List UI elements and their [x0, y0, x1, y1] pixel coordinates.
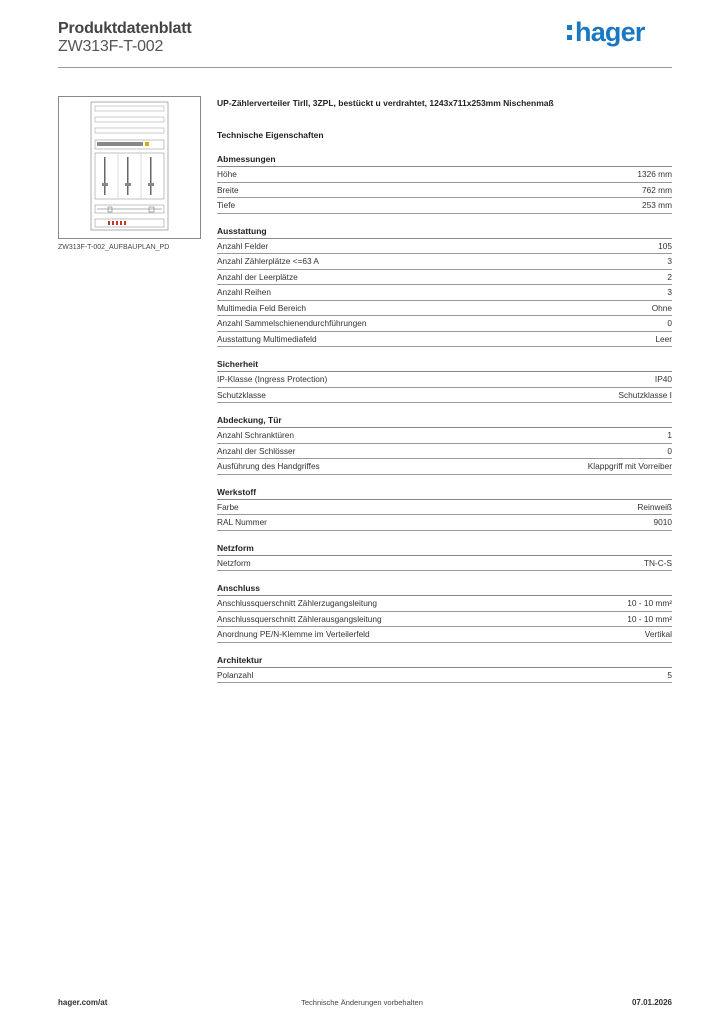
- spec-row: [217, 167, 672, 183]
- spec-section: [217, 413, 672, 475]
- spec-value: 10 - 10 mm²: [627, 613, 672, 624]
- spec-label: Polanzahl: [217, 669, 254, 680]
- spec-value: 2: [667, 271, 672, 282]
- spec-label: Anzahl Reihen: [217, 287, 271, 298]
- spec-value: Vertikal: [644, 629, 672, 640]
- spec-value: Reinweiß: [637, 501, 672, 512]
- spec-section: [217, 581, 672, 643]
- spec-value: 253 mm: [642, 200, 672, 211]
- section-title: Ausstattung: [217, 224, 672, 239]
- spec-value: 5: [667, 669, 672, 680]
- spec-row: [217, 428, 672, 444]
- spec-label: Anzahl der Leerplätze: [217, 271, 298, 282]
- footer-notice: Technische Änderungen vorbehalten: [301, 998, 423, 1007]
- spec-value: 1: [667, 430, 672, 441]
- spec-row: [217, 254, 672, 270]
- spec-section: [217, 541, 672, 572]
- spec-row: [217, 668, 672, 684]
- header-divider: [58, 67, 672, 68]
- spec-row: [217, 459, 672, 475]
- spec-row: [217, 444, 672, 460]
- spec-row: [217, 556, 672, 572]
- spec-label: Netzform: [217, 557, 251, 568]
- spec-value: IP40: [654, 374, 672, 385]
- spec-label: Ausstattung Multimediafeld: [217, 333, 317, 344]
- spec-sections: [217, 152, 672, 683]
- spec-label: Multimedia Feld Bereich: [217, 302, 306, 313]
- spec-row: [217, 596, 672, 612]
- spec-label: Anschlussquerschnitt Zählerausgangsleitung: [217, 613, 382, 624]
- spec-row: [217, 316, 672, 332]
- spec-row: [217, 388, 672, 404]
- product-description: UP-Zählerverteiler Tirll, 3ZPL, bestückt u verdrahtet, 1243x711x253mm Nischenmaß: [217, 98, 554, 108]
- spec-value: Ohne: [651, 302, 672, 313]
- section-title: Netzform: [217, 541, 672, 556]
- spec-label: Anzahl Schranktüren: [217, 430, 295, 441]
- spec-value: 105: [658, 240, 672, 251]
- spec-value: Klappgriff mit Vorreiber: [587, 461, 672, 472]
- spec-section: [217, 224, 672, 348]
- spec-section: [217, 653, 672, 684]
- spec-label: Ausführung des Handgriffes: [217, 461, 320, 472]
- spec-row: [217, 332, 672, 348]
- article-number: ZW313F-T-002: [58, 38, 164, 55]
- spec-label: Höhe: [217, 169, 237, 180]
- spec-label: Schutzklasse: [217, 389, 266, 400]
- product-image: [58, 96, 201, 239]
- spec-value: 0: [667, 445, 672, 456]
- spec-section: [217, 485, 672, 531]
- section-title: Abdeckung, Tür: [217, 413, 672, 428]
- spec-label: Anzahl Zählerplätze <=63 A: [217, 256, 319, 267]
- footer-website: hager.com/at: [58, 998, 108, 1007]
- spec-row: [217, 612, 672, 628]
- image-caption: ZW313F-T-002_AUFBAUPLAN_PD: [58, 244, 170, 251]
- spec-value: 1326 mm: [637, 169, 672, 180]
- spec-row: [217, 301, 672, 317]
- spec-row: [217, 198, 672, 214]
- hager-logo: [567, 18, 645, 46]
- spec-row: [217, 270, 672, 286]
- spec-row: [217, 372, 672, 388]
- spec-row: [217, 627, 672, 643]
- section-title: Abmessungen: [217, 152, 672, 167]
- spec-value: Leer: [655, 333, 672, 344]
- spec-value: 762 mm: [642, 184, 672, 195]
- spec-value: TN-C-S: [643, 557, 672, 568]
- spec-label: Anzahl Felder: [217, 240, 269, 251]
- logo-dots-icon: [567, 25, 572, 40]
- spec-value: 3: [667, 256, 672, 267]
- spec-row: [217, 515, 672, 531]
- section-title: Werkstoff: [217, 485, 672, 500]
- spec-row: [217, 500, 672, 516]
- spec-label: IP-Klasse (Ingress Protection): [217, 374, 328, 385]
- spec-row: [217, 285, 672, 301]
- spec-value: 9010: [653, 517, 672, 528]
- spec-label: Tiefe: [217, 200, 236, 211]
- spec-label: Anzahl der Schlösser: [217, 445, 296, 456]
- spec-value: 10 - 10 mm²: [627, 598, 672, 609]
- spec-row: [217, 239, 672, 255]
- spec-value: 0: [667, 318, 672, 329]
- spec-label: Anschlussquerschnitt Zählerzugangsleitung: [217, 598, 378, 609]
- spec-label: Anzahl Sammelschienendurchführungen: [217, 318, 367, 329]
- spec-section: [217, 152, 672, 214]
- document-title: Produktdatenblatt: [58, 20, 192, 37]
- section-title: Sicherheit: [217, 357, 672, 372]
- section-title: Anschluss: [217, 581, 672, 596]
- spec-value: Schutzklasse I: [618, 389, 672, 400]
- spec-content: [217, 96, 672, 693]
- section-title: Architektur: [217, 653, 672, 668]
- footer-date: 07.01.2026: [631, 998, 672, 1007]
- spec-value: 3: [667, 287, 672, 298]
- spec-label: Breite: [217, 184, 239, 195]
- spec-label: Anordnung PE/N-Klemme im Verteilerfeld: [217, 629, 370, 640]
- spec-label: Farbe: [217, 501, 239, 512]
- distribution-board-drawing: [59, 97, 200, 238]
- tech-heading: Technische Eigenschaften: [217, 130, 324, 140]
- spec-section: [217, 357, 672, 403]
- spec-row: [217, 183, 672, 199]
- spec-label: RAL Nummer: [217, 517, 267, 528]
- logo-text: hager: [575, 16, 645, 47]
